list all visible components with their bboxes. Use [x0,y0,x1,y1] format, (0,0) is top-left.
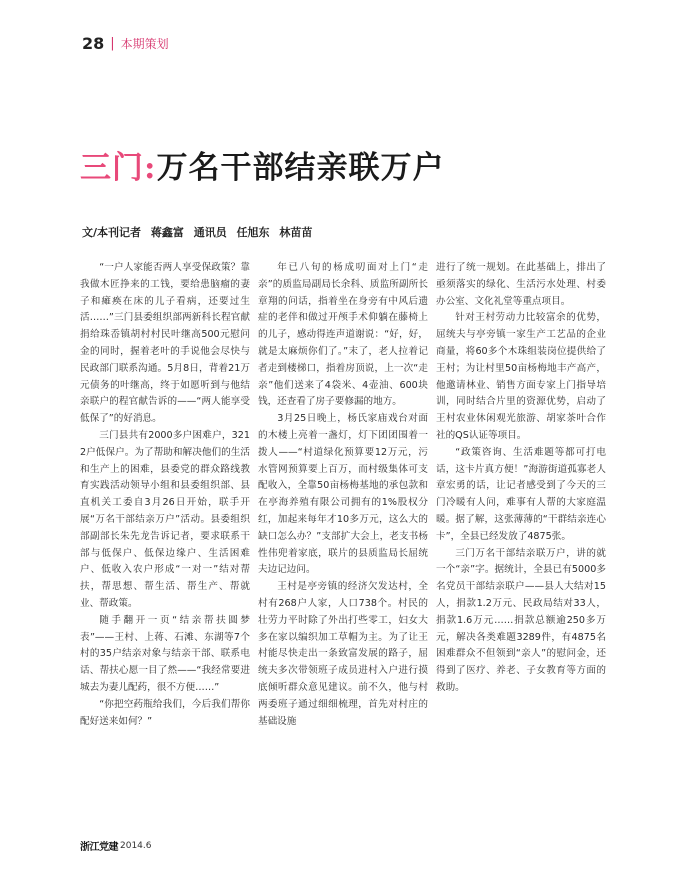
paragraph: 年已八旬的杨成叨面对上门“走亲”的质监局副局长余科、质监所副所长章翔的问话，指着坐在身旁有中风后遗症的老伴和做过开颅手术仰躺在藤椅上的儿子，感动得连声道谢说：“好，好，就是太麻烦你们了。”末了，老人拉着记者走到楼梯口，指着房顶说，上一次“走亲”他们送来了4袋米、4壶油、600块钱，还查看了房子要修漏的地方。 [258,262,428,408]
title-part-1: 三门 [80,150,144,186]
byline-name-3: 林苗苗 [279,226,313,239]
title-part-2: 万名干部结亲联万户 [156,150,445,186]
page-number: 28 [82,33,105,53]
issue-date: 2014.6 [120,840,152,851]
byline-role-correspondent: 通讯员 [193,226,227,239]
page-header [82,34,169,52]
paragraph: 王村是亭旁镇的经济欠发达村，全村有268户人家，人口738个。村民的壮劳力平时除了外出打些零工，妇女大多在家以编织加工草帽为主。为了让王村能尽快走出一条致富发展的路子，屈统夫多次带领班子成员进村入户进行摸底倾听群众意见建议。前不久，他与村两委班子通过细细梳理，首先对村庄的基础设施 [258,581,428,727]
page-footer [80,838,152,853]
title-colon: : [144,150,157,186]
paragraph: 三门万名干部结亲联万户，讲的就一个“亲”字。据统计，全县已有5000多名党员干部结亲联户——县人大结对15人，捐款1.2万元、民政局结对33人，捐款1.6万元……捐款总额逾250多万元，解决各类难题3289件，有4875名困难群众不但领到“亲人”的慰问金，还得到了医疗、养老、子女教育等方面的救助。 [436,547,606,693]
text-column-3 [436,260,606,697]
paragraph: 针对王村劳动力比较富余的优势，屈统夫与亭旁镇一家生产工艺品的企业商量，将60多个木珠组装岗位提供给了王村；为让村里50亩杨梅地丰产高产，他邀请林业、销售方面专家上门指导培训，同时结合片里的资源优势，启动了王村农业休闲观光旅游、胡家茶叶合作社的QS认证等项目。 [436,312,606,441]
byline-name-2: 任旭东 [236,226,270,239]
paragraph: 随手翻开一页“结亲帮扶圆梦表”——王村、上蒋、石滩、东湖等7个村的35户结亲对象与结亲干部、联系电话、帮扶心愿一目了然——“我经常要进城去为妻儿配药，很不方便……” [80,614,250,693]
header-separator: | [110,35,115,51]
paragraph: 3月25日晚上，杨氏家庙戏台对面的木楼上亮着一盏灯，灯下团团围着一拨人——“村道绿化预算要12万元，污水管网预算要上百万，而村级集体可支配收入，全靠50亩杨梅基地的承包款和在亭海养殖有限公司拥有的1%股权分红，加起来每年才10多万元，这么大的缺口怎么办？”支部扩大会上，老支书杨性伟兜着家底，联片的县质监局长屈统夫边记边问。 [258,413,428,576]
paragraph: “政策咨询、生活难题等都可打电话，这卡片真方便！”海游街道孤寡老人章宏勇的话，让记者感受到了今天的三门冷暖有人问，难事有人帮的大家庭温暖。据了解，这张薄薄的“干群结亲连心卡”，全县已经发放了4875张。 [436,446,606,542]
text-column-1 [80,260,250,730]
article-title [80,148,444,188]
byline-role-reporter: 文/本刊记者 [82,226,142,239]
byline [82,224,318,240]
section-name: 本期策划 [120,36,169,51]
byline-name-1: 蒋鑫富 [150,226,184,239]
magazine-logo: 浙江党建 [80,842,118,853]
text-column-2 [258,260,428,730]
paragraph: “一户人家能否两人享受保政策？靠我做木匠挣来的工钱，要给患脑瘤的妻子和瘫痪在床的儿子看病，还要过生活……”三门县委组织部两新科长程官献捐给珠岙镇胡村村民叶继高500元慰问金的同时，握着老叶的手说他会尽快与民政部门联系沟通。5月8日，背着21万元债务的叶继高，终于如愿听到与他结亲联户的程官献告诉的——“两人能享受低保了”的好消息。 [80,262,250,425]
paragraph: 进行了统一规划。在此基础上，排出了亟须落实的绿化、生活污水处理、村委办公室、文化礼堂等重点项目。 [436,262,606,307]
paragraph: 三门县共有2000多户困难户，3212户低保户。为了帮助和解决他们的生活和生产上的困难，县委党的群众路线教育实践活动领导小组和县委组织部、县直机关工委自3月26日开始，联手开展“万名干部结亲万户”活动。县委组织部副部长朱先龙告诉记者，要求联系干部与低保户、低保边缘户、生活困难户、低收入农户形成“一对一”结对帮扶，帮思想、帮生活、帮生产、帮就业、帮政策。 [80,429,250,609]
paragraph: “你把空药瓶给我们，今后我们帮你配好送来如何？” [80,698,250,727]
